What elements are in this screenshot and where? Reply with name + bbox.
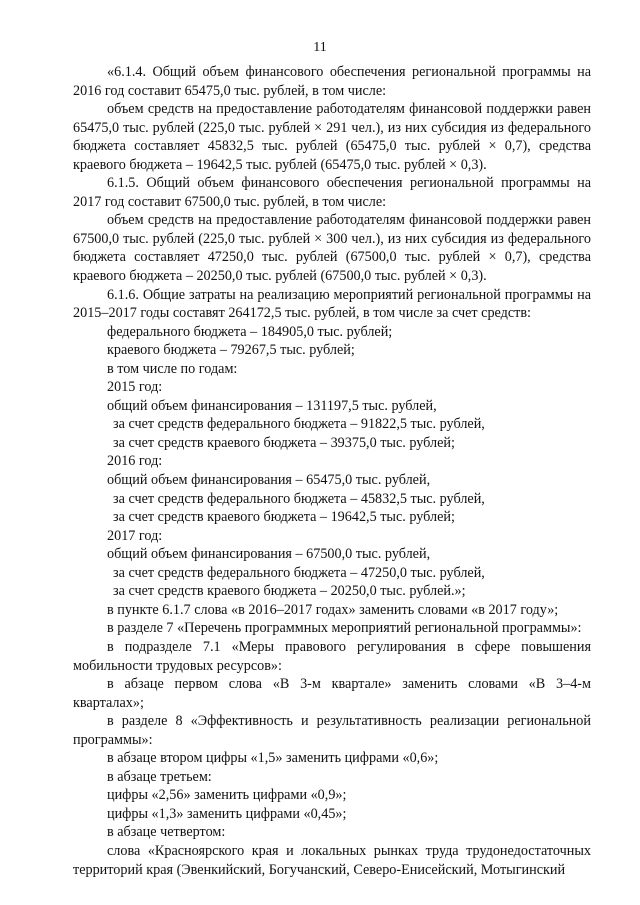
text-line: общий объем финансирования – 67500,0 тыс. рублей, — [107, 546, 431, 563]
text-line: в абзаце четвертом: — [107, 824, 226, 841]
paragraph: объем средств на предоставление работодателям финансовой поддержки равен 67500,0 тыс. рублей (225,0 тыс. рублей × 300 чел.), из них субсидия из федерального бюджета составляет 47250,0 тыс. рублей (67500,0 тыс. рублей × 0,7), средства краевого бюджета – 20250,0 тыс. рублей (67500,0 тыс. рублей × 0,3). — [73, 212, 591, 285]
text-line: 2016 год: — [107, 453, 163, 470]
text-line: цифры «2,56» заменить цифрами «0,9»; — [107, 787, 347, 804]
paragraph: 6.1.5. Общий объем финансового обеспечения региональной программы на 2017 год составит 67500,0 тыс. рублей, в том числе: — [73, 175, 591, 210]
paragraph: 6.1.6. Общие затраты на реализацию мероприятий региональной программы на 2015–2017 годы составят 264172,5 тыс. рублей, в том числе за счет средств: — [73, 286, 591, 322]
paragraph: в абзаце первом слова «В 3-м квартале» заменить словами «В 3–4-м кварталах»; — [73, 676, 591, 711]
text-line: в абзаце втором цифры «1,5» заменить цифрами «0,6»; — [107, 750, 439, 767]
paragraph: «6.1.4. Общий объем финансового обеспечения региональной программы на 2016 год составит 65475,0 тыс. рублей, в том числе: — [73, 64, 591, 99]
paragraph: в разделе 7 «Перечень программных мероприятий региональной программы»: — [107, 620, 582, 637]
paragraph: объем средств на предоставление работодателям финансовой поддержки равен 65475,0 тыс. рублей (225,0 тыс. рублей × 291 чел.), из них субсидия из федерального бюджета составляет 45832,5 тыс. рублей (65475,0 тыс. рублей × 0,7), средства краевого бюджета – 19642,5 тыс. рублей (65475,0 тыс. рублей × 0,3). — [73, 101, 591, 173]
text-line: 2017 год: — [107, 527, 163, 544]
page-number: 11 — [313, 40, 327, 55]
text-line: федерального бюджета – 184905,0 тыс. рублей; — [107, 323, 393, 340]
text-line: 2015 год: — [107, 379, 163, 396]
text-line: за счет средств краевого бюджета – 39375,0 тыс. рублей; — [113, 434, 455, 451]
text-line: в том числе по годам: — [107, 360, 238, 377]
document-body — [73, 63, 591, 879]
text-line: за счет средств краевого бюджета – 20250,0 тыс. рублей.»; — [113, 583, 466, 600]
paragraph: в пункте 6.1.7 слова «в 2016–2017 годах» заменить словами «в 2017 году»; — [107, 601, 559, 618]
text-line: за счет средств федерального бюджета – 47250,0 тыс. рублей, — [113, 564, 485, 581]
text-line: за счет средств федерального бюджета – 91822,5 тыс. рублей, — [113, 416, 485, 433]
text-line: цифры «1,3» заменить цифрами «0,45»; — [107, 805, 347, 822]
paragraph: слова «Красноярского края и локальных рынках труда трудонедостаточных территорий края (Эвенкийский, Богучанский, Северо-Енисейский, Мотыгинский — [73, 842, 591, 878]
text-line: в абзаце третьем: — [107, 768, 212, 785]
text-line: общий объем финансирования – 65475,0 тыс. рублей, — [107, 472, 431, 489]
text-line: за счет средств федерального бюджета – 45832,5 тыс. рублей, — [113, 490, 485, 507]
text-line: за счет средств краевого бюджета – 19642,5 тыс. рублей; — [113, 509, 455, 526]
text-line: общий объем финансирования – 131197,5 тыс. рублей, — [107, 397, 437, 414]
paragraph: в подразделе 7.1 «Меры правового регулирования в сфере повышения мобильности трудовых ресурсов»: — [73, 638, 591, 674]
text-line: краевого бюджета – 79267,5 тыс. рублей; — [107, 342, 355, 359]
paragraph: в разделе 8 «Эффективность и результативность реализации региональной программы»: — [73, 713, 591, 748]
